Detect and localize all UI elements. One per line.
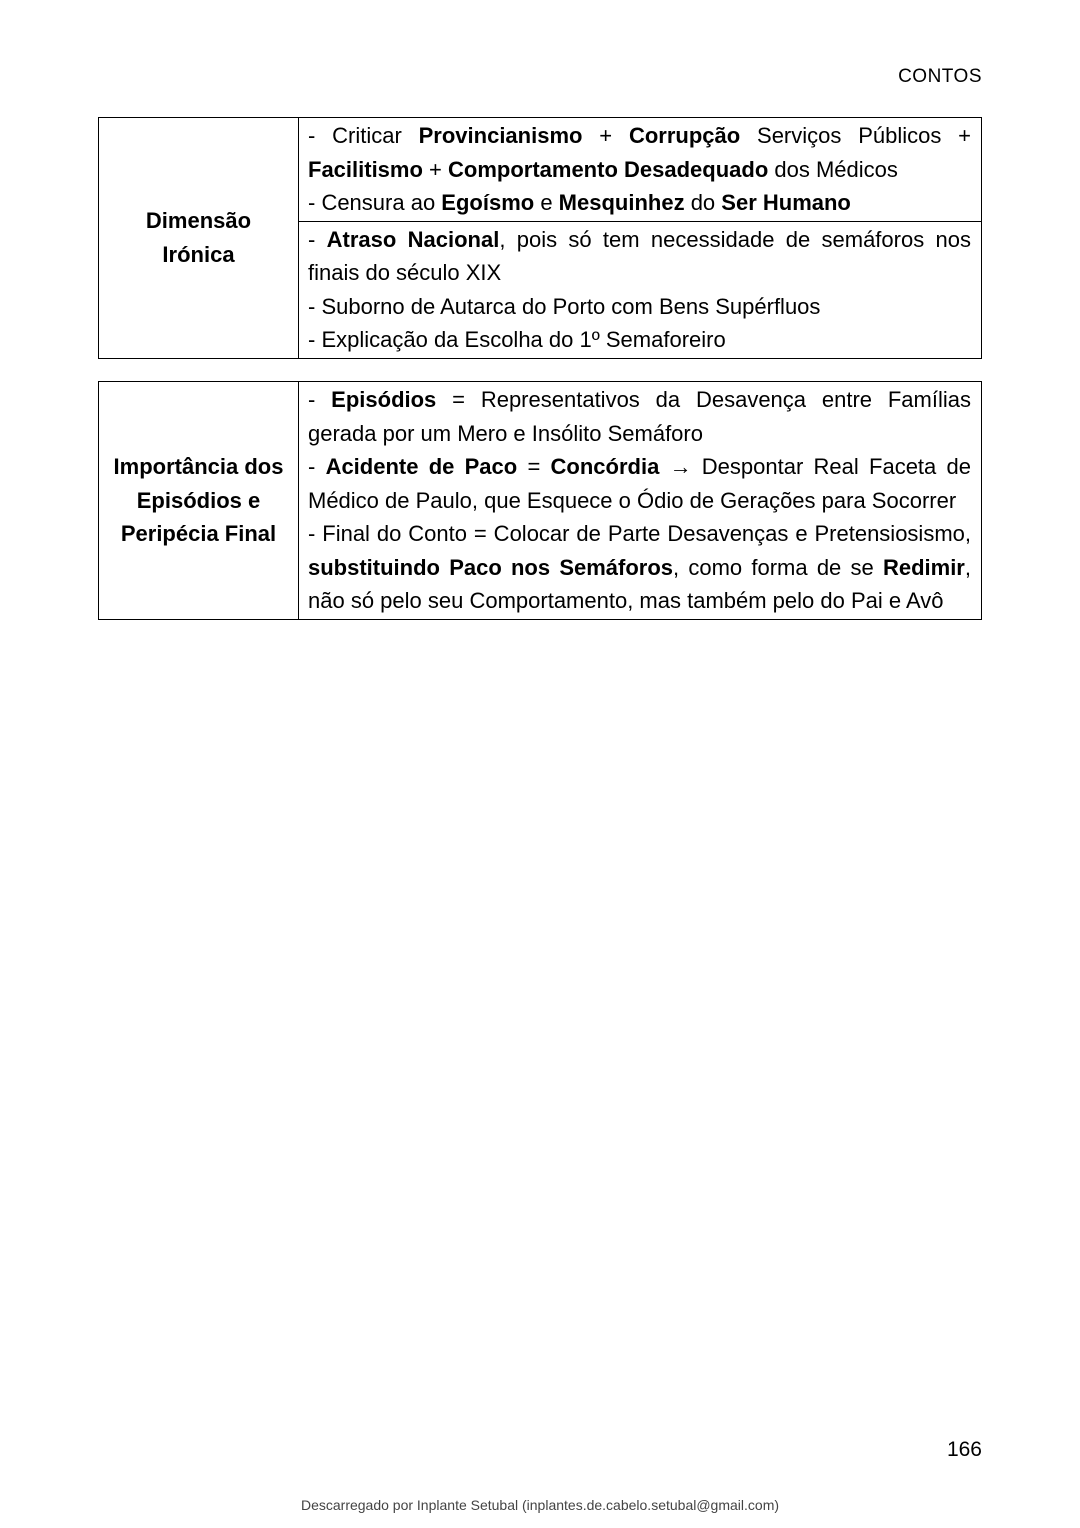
bold-term: Episódios [331,387,437,412]
text-run: → Despontar Real Faceta de Médico de Paulo, que Esquece o Ódio de Gerações para Socorrer [308,454,971,513]
bullet-paragraph [308,186,971,220]
label-line: Dimensão [145,208,252,234]
text-run: + [422,156,448,182]
text-run: - Final do Conto = Colocar de Parte Desavenças e Pretensiosismo, [308,521,971,546]
text-run: , não só pelo seu Comportamento, mas também pelo do Pai e Avô [308,554,971,613]
bold-term: Mesquinhez [558,190,685,215]
page-number: 166 [946,1438,982,1461]
text-run: , como forma de se [673,554,883,580]
bold-term: Corrupção [628,123,741,148]
bullet-paragraph [308,119,971,186]
text-run: - Suborno de Autarca do Porto com Bens Supérfluos [308,293,821,319]
bold-term: Comportamento Desadequado [448,156,769,182]
section-header: CONTOS [898,66,982,87]
bold-term: Ser Humano [721,190,851,215]
bold-term: Egoísmo [441,190,535,215]
label-line: Peripécia Final [120,521,277,546]
text-run: Serviços Públicos + [740,123,972,148]
bold-term: substituindo Paco nos Semáforos [308,554,674,580]
text-run: - Criticar [308,123,419,148]
content-cell [299,118,982,222]
bullet-paragraph [308,517,971,618]
bullet-paragraph [308,323,971,357]
label-line: Episódios e [136,487,261,513]
label-line: Irónica [162,241,235,267]
text-run: - [308,454,326,479]
text-run: - [308,226,327,252]
text-run: - [308,387,332,412]
bullet-paragraph [308,223,971,290]
text-run: e [534,190,559,215]
row-label-importancia-episodios [99,382,299,620]
bold-term: Provincianismo [418,123,583,148]
table-dimensao-ironica [98,117,982,359]
text-run: = [517,454,551,479]
bold-term: Atraso Nacional [326,226,500,252]
bold-term: Redimir [882,554,965,580]
bullet-paragraph [308,290,971,324]
label-line: Importância dos [113,454,284,479]
content-cell [299,382,982,620]
text-run: = Representativos da Desavença entre Famílias gerada por um Mero e Insólito Semáforo [308,387,971,446]
content-cell [299,221,982,358]
bold-term: Concórdia [550,454,660,479]
text-run: + [582,123,629,148]
bold-term: Facilitismo [308,156,423,182]
text-run: - Censura ao [308,190,442,215]
bullet-paragraph [308,450,971,517]
text-run: do [684,190,722,215]
table-importancia-episodios [98,381,982,620]
text-run: dos Médicos [768,156,898,182]
bold-term: Acidente de Paco [325,454,518,479]
text-run: , pois só tem necessidade de semáforos nos finais do século XIX [308,226,971,285]
bullet-paragraph [308,383,971,450]
download-notice: Descarregado por Inplante Setubal (inplantes.de.cabelo.setubal@gmail.com) [300,1497,780,1513]
row-label-dimensao-ironica [99,118,299,359]
text-run: - Explicação da Escolha do 1º Semaforeiro [308,327,726,352]
